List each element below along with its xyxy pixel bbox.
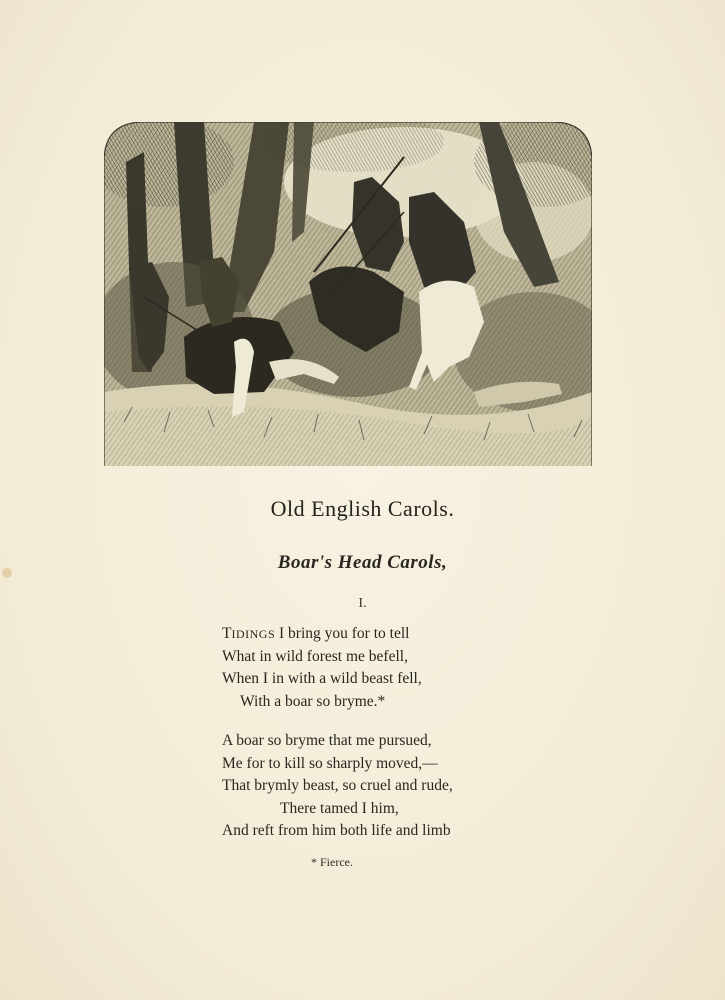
verse-line: What in wild forest me befell, bbox=[222, 647, 408, 665]
footnote: * Fierce. bbox=[311, 855, 353, 869]
verse-line: With a boar so bryme.* bbox=[240, 692, 386, 710]
section-number: I. bbox=[358, 596, 367, 611]
stanza-2 bbox=[222, 730, 453, 843]
verse-line: Me for to kill so sharply moved,— bbox=[222, 754, 438, 772]
page-title: Old English Carols. bbox=[270, 496, 455, 521]
section-subtitle: Boar's Head Carols, bbox=[277, 552, 448, 573]
boar-hunt-engraving-icon bbox=[104, 122, 592, 466]
verse-line: And reft from him both life and limb bbox=[222, 822, 451, 839]
stanza-1 bbox=[222, 623, 422, 713]
verse-line: There tamed I him, bbox=[280, 799, 399, 817]
verse-line: When I in with a wild beast fell, bbox=[222, 670, 422, 687]
verse-line: TIDINGS I bring you for to tell bbox=[222, 625, 410, 642]
verse-line: That brymly beast, so cruel and rude, bbox=[222, 777, 453, 794]
paper-stain bbox=[2, 568, 12, 578]
verse-line: A boar so bryme that me pursued, bbox=[222, 732, 432, 749]
